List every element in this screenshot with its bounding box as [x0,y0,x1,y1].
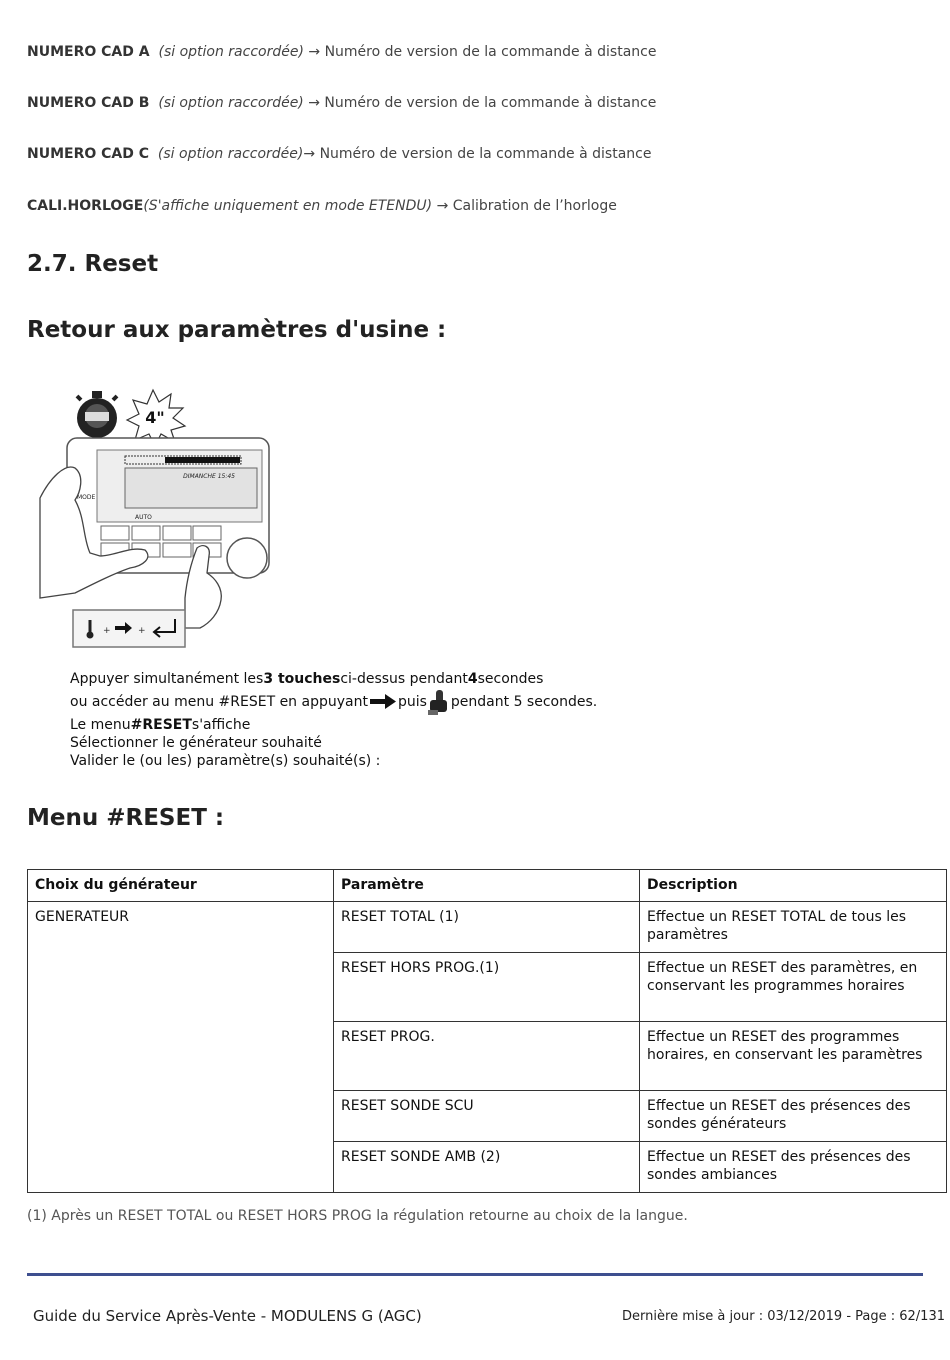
footer-guide-title: Guide du Service Après-Vente - MODULENS G (AGC) [33,1307,422,1325]
auto-label: AUTO [135,514,152,521]
footer-page-info: Dernière mise à jour : 03/12/2019 - Page : 62/131 [622,1309,945,1324]
table-row [28,902,947,953]
mode-label: MODE [77,494,96,501]
instr-text: Appuyer simultanément les [70,671,264,687]
instr-text: Le menu [70,717,131,733]
menu-title: Menu #RESET : [27,805,225,831]
display-text: DIMANCHE 15:45 [183,473,235,480]
param-cell: RESET HORS PROG.(1) [334,953,640,1022]
arrow-icon: → [303,146,316,162]
info-desc: Numéro de version de la commande à distance [319,146,652,162]
stopwatch-icon [77,391,117,438]
desc-cell: Effectue un RESET TOTAL de tous les paramètres [640,902,947,953]
key-hint-plus: + [103,626,111,636]
desc-cell: Effectue un RESET des présences des sondes ambiances [640,1142,947,1193]
info-name: NUMERO CAD C [27,146,150,162]
reset-instructions [70,670,597,770]
info-desc: Calibration de l’horloge [452,198,617,214]
info-line-cad-c [27,146,651,162]
info-note: (si option raccordée) [158,44,304,60]
info-line-cali-horloge [27,198,617,214]
table-footnote: (1) Après un RESET TOTAL ou RESET HORS PROG la régulation retourne au choix de la langue. [27,1208,688,1224]
section-title: 2.7. Reset [27,251,159,277]
arrow-icon: → [436,198,449,214]
arrow-icon: → [308,44,321,60]
instruction-line: Valider le (ou les) paramètre(s) souhaité(s) : [70,753,381,769]
info-desc: Numéro de version de la commande à distance [324,95,657,111]
info-name: NUMERO CAD B [27,95,150,111]
param-cell: RESET SONDE AMB (2) [334,1142,640,1193]
instruction-line [70,716,597,734]
instr-text: s'affiche [191,717,251,733]
info-line-cad-b [27,95,656,111]
info-name: NUMERO CAD A [27,44,150,60]
instr-text: secondes [477,671,544,687]
subsection-title: Retour aux paramètres d'usine : [27,317,447,343]
instruction-line [70,688,597,716]
param-cell: RESET SONDE SCU [334,1091,640,1142]
arrow-right-icon [368,693,398,711]
device-button [132,526,160,540]
instruction-line: Sélectionner le générateur souhaité [70,735,322,751]
footer-rule [27,1273,923,1276]
generator-cell: GENERATEUR [28,902,334,1193]
device-button [163,526,191,540]
info-name: CALI.HORLOGE [27,198,144,214]
svg-text:+: + [138,626,146,636]
device-knob [227,538,267,578]
column-header: Description [640,870,947,902]
column-header: Paramètre [334,870,640,902]
param-cell: RESET TOTAL (1) [334,902,640,953]
instr-text: ci-dessus pendant [340,671,468,687]
info-line-cad-a [27,44,656,60]
info-desc: Numéro de version de la commande à distance [324,44,657,60]
reset-menu-table [27,869,947,1193]
table-header-row [28,870,947,902]
info-note: (S'affiche uniquement en mode ETENDU) [143,198,433,214]
device-button [193,526,221,540]
desc-cell: Effectue un RESET des paramètres, en conservant les programmes horaires [640,953,947,1022]
param-cell: RESET PROG. [334,1022,640,1091]
controller-reset-illustration [35,388,280,653]
instr-text: ou accéder au menu #RESET en appuyant [70,694,368,710]
desc-cell: Effectue un RESET des programmes horaires, en conservant les paramètres [640,1022,947,1091]
hand-press-icon [427,688,451,716]
timer-label: 4" [145,408,165,427]
instr-bold: #RESET [130,717,192,733]
instr-text: pendant 5 secondes. [450,694,598,710]
desc-cell: Effectue un RESET des présences des sondes générateurs [640,1091,947,1142]
instr-bold: 3 touches [263,671,341,687]
column-header: Choix du générateur [28,870,334,902]
instr-bold: 4 [467,671,478,687]
instr-text: puis [397,694,427,710]
info-note: (si option raccordée) [158,95,304,111]
instruction-line [70,670,597,688]
arrow-icon: → [308,95,320,111]
device-button [101,526,129,540]
info-note: (si option raccordée) [157,146,304,162]
